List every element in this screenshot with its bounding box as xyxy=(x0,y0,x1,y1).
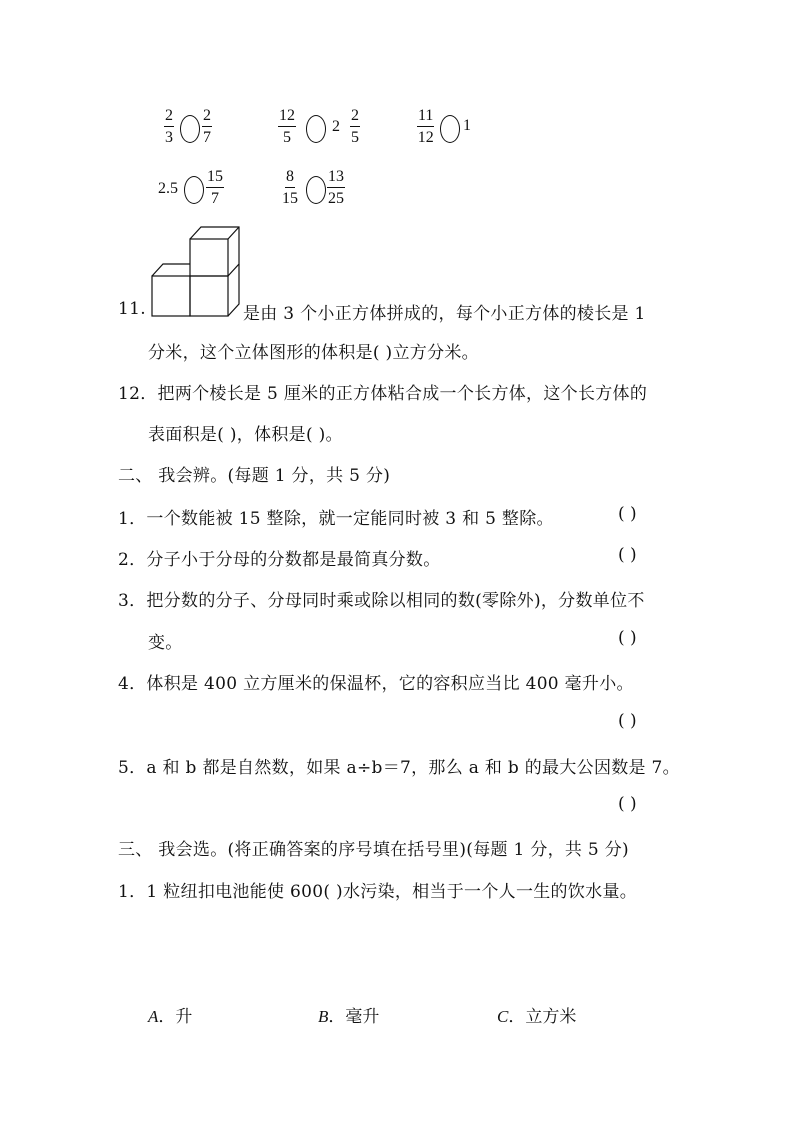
choice-question-1: 1．1 粒纽扣电池能使 600( )水污染，相当于一个人一生的饮水量。 xyxy=(118,882,638,902)
option-c[interactable] xyxy=(497,1002,576,1027)
fraction xyxy=(164,108,174,146)
judge-item-4: 4．体积是 400 立方厘米的保温杯，它的容积应当比 400 毫升小。 xyxy=(118,674,634,694)
q11-line2: 分米，这个立体图形的体积是( )立方分米。 xyxy=(148,343,479,363)
numerator: 2 xyxy=(164,108,174,127)
denominator: 3 xyxy=(165,129,173,146)
option-text: ．毫升 xyxy=(328,1007,380,1027)
option-text: ．升 xyxy=(158,1007,193,1027)
fraction xyxy=(206,169,224,207)
mixed-number-whole: 2 xyxy=(332,118,340,135)
denominator: 15 xyxy=(282,190,298,207)
option-text: ．立方米 xyxy=(508,1007,577,1027)
numerator: 13 xyxy=(327,169,345,188)
fraction xyxy=(202,108,212,146)
q12-line1: 12．把两个棱长是 5 厘米的正方体粘合成一个长方体，这个长方体的 xyxy=(118,384,648,404)
numerator: 12 xyxy=(278,108,296,127)
numerator: 2 xyxy=(350,108,360,127)
denominator: 12 xyxy=(417,129,434,146)
judge-item-3: 3．把分数的分子、分母同时乘或除以相同的数(零除外)，分数单位不 xyxy=(118,591,645,611)
option-letter: A xyxy=(148,1007,159,1026)
denominator: 7 xyxy=(203,129,211,146)
q11-number: 11. xyxy=(118,299,146,319)
comparison-blank-oval[interactable] xyxy=(440,115,460,143)
judge-item-3-cont: 变。 xyxy=(148,633,183,653)
numerator: 11 xyxy=(417,108,434,127)
denominator: 7 xyxy=(211,190,219,207)
option-letter: C xyxy=(497,1007,509,1026)
fraction xyxy=(278,108,296,146)
number: 2.5 xyxy=(158,180,178,197)
option-a[interactable] xyxy=(148,1002,192,1027)
denominator: 5 xyxy=(351,129,359,146)
fraction xyxy=(350,108,360,146)
comparison-blank-oval[interactable] xyxy=(306,115,326,143)
answer-bracket[interactable]: ( ) xyxy=(618,711,637,731)
numerator: 2 xyxy=(202,108,212,127)
answer-bracket[interactable]: ( ) xyxy=(618,504,637,524)
option-b[interactable] xyxy=(318,1002,379,1027)
comparison-blank-oval[interactable] xyxy=(180,115,200,143)
fraction xyxy=(282,169,298,207)
denominator: 25 xyxy=(328,190,344,207)
denominator: 5 xyxy=(283,129,291,146)
section2-heading: 二、 我会辨。(每题 1 分，共 5 分) xyxy=(118,466,391,486)
comparison-blank-oval[interactable] xyxy=(306,176,326,204)
comparison-blank-oval[interactable] xyxy=(184,176,204,204)
numerator: 8 xyxy=(285,169,295,188)
judge-item-2: 2．分子小于分母的分数都是最简真分数。 xyxy=(118,550,441,570)
q11-text: 是由 3 个小正方体拼成的，每个小正方体的棱长是 1 xyxy=(243,304,646,324)
numerator: 15 xyxy=(206,169,224,188)
fraction xyxy=(417,108,434,146)
answer-bracket[interactable]: ( ) xyxy=(618,545,637,565)
answer-bracket[interactable]: ( ) xyxy=(618,794,637,814)
q12-line2: 表面积是( )，体积是( )。 xyxy=(148,425,343,445)
judge-item-5: 5．a 和 b 都是自然数，如果 a÷b＝7，那么 a 和 b 的最大公因数是 7。 xyxy=(118,758,680,778)
number: 1 xyxy=(463,117,471,134)
judge-item-1: 1．一个数能被 15 整除，就一定能同时被 3 和 5 整除。 xyxy=(118,509,554,529)
cube-figure xyxy=(148,222,244,318)
section3-heading: 三、 我会选。(将正确答案的序号填在括号里)(每题 1 分，共 5 分) xyxy=(118,840,629,860)
fraction xyxy=(327,169,345,207)
answer-bracket[interactable]: ( ) xyxy=(618,628,637,648)
option-letter: B xyxy=(318,1007,329,1026)
